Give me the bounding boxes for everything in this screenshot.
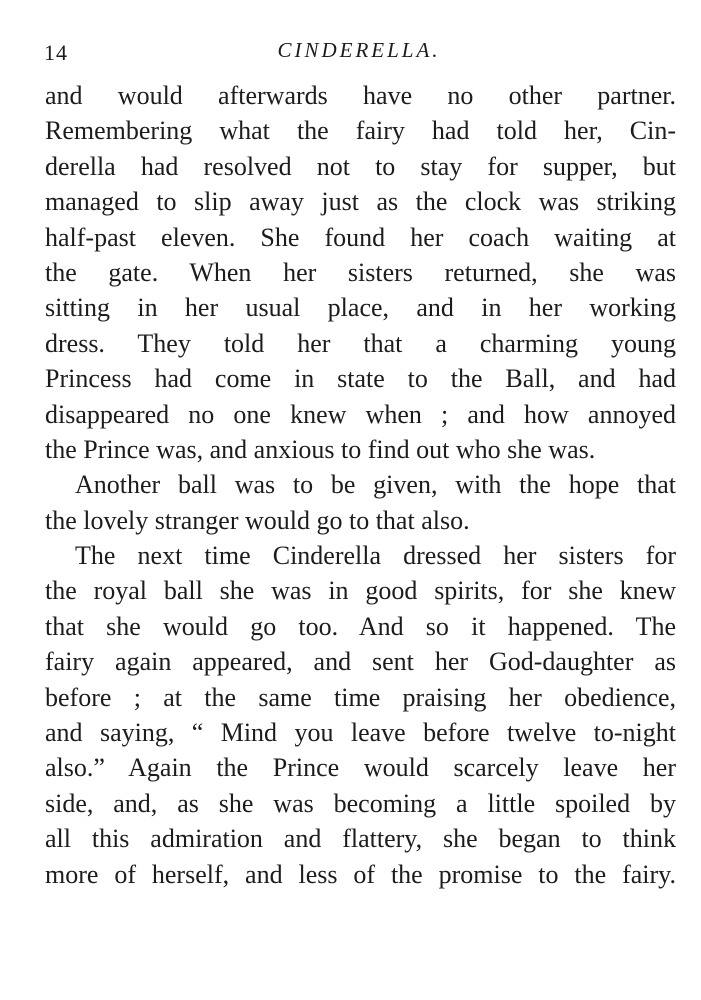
text-line: before ; at the same time praising her obedience, (45, 682, 676, 712)
text-line: dress. They told her that a charming young (45, 328, 676, 358)
text-line: fairy again appeared, and sent her God-daughter as (45, 647, 676, 677)
text-line: the lovely stranger would go to that also. (45, 505, 470, 535)
text-line: sitting in her usual place, and in her working (45, 293, 676, 323)
text-line: and would afterwards have no other partner. (45, 81, 676, 110)
text-line: also.” Again the Prince would scarcely leave her (45, 753, 676, 783)
text-line: Remembering what the fairy had told her, Cin- (45, 116, 676, 146)
text-line: derella had resolved not to stay for supper, but (45, 151, 676, 181)
text-line: the gate. When her sisters returned, she was (45, 257, 676, 287)
text-line: more of herself, and less of the promise to the fairy. (45, 859, 676, 889)
text-line: half-past eleven. She found her coach waiting at (45, 222, 676, 252)
text-line: Princess had come in state to the Ball, and had (45, 364, 676, 394)
running-title: CINDERELLA. (277, 38, 441, 62)
text-line: all this admiration and flattery, she began to think (45, 824, 676, 854)
text-line: Another ball was to be given, with the hope that (75, 470, 676, 500)
text-line: and saying, “ Mind you leave before twelve to-night (45, 718, 676, 748)
text-line: The next time Cinderella dressed her sisters for (75, 541, 676, 571)
text-line: the Prince was, and anxious to find out who she was. (45, 434, 596, 464)
text-line: that she would go too. And so it happened. The (45, 611, 676, 641)
page-header (44, 38, 674, 70)
text-line: managed to slip away just as the clock was striking (45, 187, 676, 217)
text-line: disappeared no one knew when ; and how annoyed (45, 399, 676, 429)
text-line: side, and, as she was becoming a little spoiled by (45, 788, 676, 818)
page-number: 14 (44, 40, 68, 65)
body-text (45, 78, 676, 892)
text-line: the royal ball she was in good spirits, for she knew (45, 576, 676, 606)
